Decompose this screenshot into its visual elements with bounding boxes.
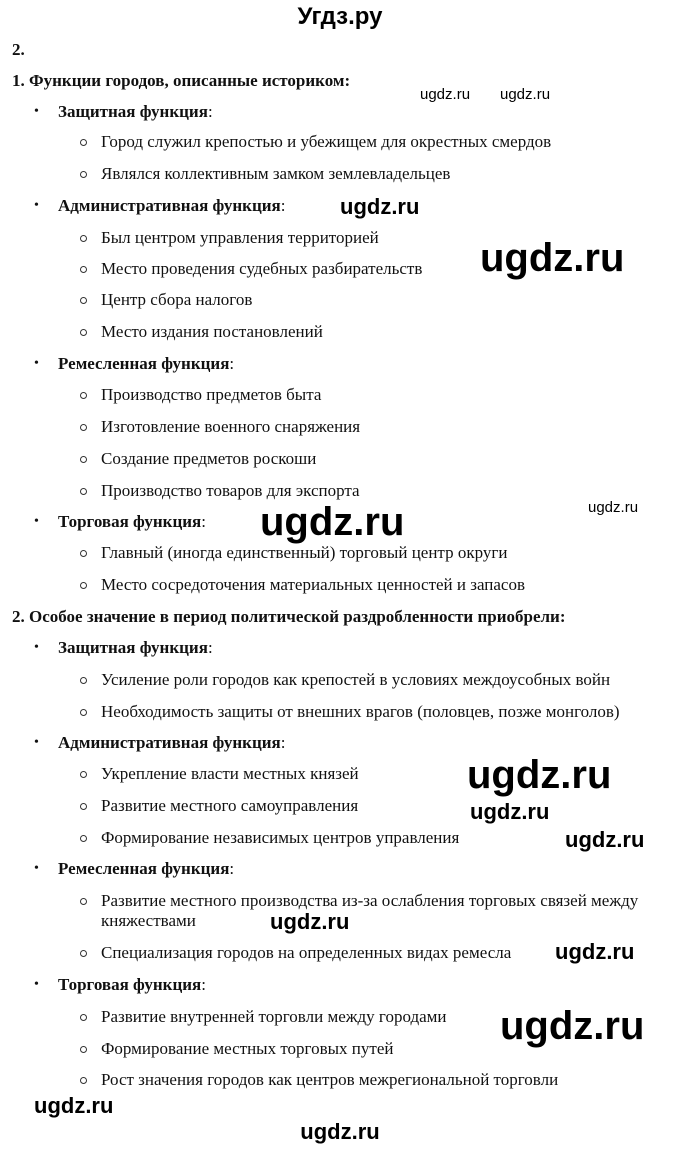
- list-item: Был центром управления территорией: [101, 228, 379, 247]
- list-item-continuation: княжествами: [101, 911, 196, 930]
- group-heading: [58, 196, 285, 216]
- colon: :: [229, 354, 235, 373]
- colon: :: [280, 196, 286, 215]
- circle-bullet-icon: [80, 1014, 87, 1021]
- circle-bullet-icon: [80, 898, 87, 905]
- watermark: ugdz.ru: [340, 194, 420, 219]
- group-label: Торговая функция: [58, 512, 202, 531]
- circle-bullet-icon: [80, 297, 87, 304]
- list-item: Формирование независимых центров управления: [101, 828, 460, 847]
- list-item: Место издания постановлений: [101, 322, 323, 341]
- group-label: Торговая функция: [58, 975, 202, 994]
- circle-bullet-icon: [80, 235, 87, 242]
- group-heading: [58, 102, 213, 122]
- list-item: Создание предметов роскоши: [101, 449, 317, 468]
- group-heading: [58, 354, 234, 374]
- list-item: Рост значения городов как центров межрегиональной торговли: [101, 1070, 559, 1089]
- circle-bullet-icon: [80, 835, 87, 842]
- circle-bullet-icon: [80, 550, 87, 557]
- watermark: ugdz.ru: [467, 753, 612, 797]
- watermark: ugdz.ru: [480, 236, 625, 280]
- list-item: Формирование местных торговых путей: [101, 1039, 394, 1058]
- task-number: 2.: [12, 40, 25, 59]
- colon: :: [207, 102, 213, 121]
- list-item: Развитие внутренней торговли между городами: [101, 1007, 447, 1026]
- list-item: Главный (иногда единственный) торговый центр округи: [101, 543, 508, 562]
- group-heading: [58, 733, 285, 753]
- circle-bullet-icon: [80, 771, 87, 778]
- list-item: Город служил крепостью и убежищем для окрестных смердов: [101, 132, 552, 151]
- watermark: ugdz.ru: [470, 799, 550, 824]
- group-label: Ремесленная функция: [58, 354, 230, 373]
- list-item: Центр сбора налогов: [101, 290, 253, 309]
- circle-bullet-icon: [80, 709, 87, 716]
- circle-bullet-icon: [80, 392, 87, 399]
- group-heading: [58, 512, 206, 532]
- group-label: Ремесленная функция: [58, 859, 230, 878]
- list-item: Необходимость защиты от внешних врагов (половцев, позже монголов): [101, 702, 620, 721]
- section-1-heading: 1. Функции городов, описанные историком:: [12, 71, 351, 90]
- list-item: Развитие местного самоуправления: [101, 796, 359, 815]
- list-item: Усиление роли городов как крепостей в условиях междоусобных войн: [101, 670, 611, 689]
- list-item: Развитие местного производства из-за ослабления торговых связей между: [101, 891, 639, 910]
- watermark: ugdz.ru: [565, 827, 645, 852]
- list-item: Специализация городов на определенных видах ремесла: [101, 943, 512, 962]
- list-item: Место сосредоточения материальных ценностей и запасов: [101, 575, 525, 594]
- list-item: Являлся коллективным замком землевладельцев: [101, 164, 451, 183]
- bullet-icon: •: [34, 356, 39, 371]
- group-heading: [58, 638, 213, 658]
- circle-bullet-icon: [80, 950, 87, 957]
- watermark: ugdz.ru: [555, 939, 635, 964]
- list-item: Производство предметов быта: [101, 385, 322, 404]
- circle-bullet-icon: [80, 266, 87, 273]
- list-item: Укрепление власти местных князей: [101, 764, 359, 783]
- circle-bullet-icon: [80, 171, 87, 178]
- watermark: ugdz.ru: [500, 86, 551, 103]
- colon: :: [201, 975, 206, 994]
- circle-bullet-icon: [80, 139, 87, 146]
- circle-bullet-icon: [80, 582, 87, 589]
- list-item: Производство товаров для экспорта: [101, 481, 360, 500]
- watermark: ugdz.ru: [588, 499, 639, 516]
- bullet-icon: •: [34, 514, 39, 529]
- watermark: ugdz.ru: [34, 1093, 114, 1118]
- section-2-heading: 2. Особое значение в период политической раздробленности приобрели:: [12, 607, 566, 626]
- circle-bullet-icon: [80, 1077, 87, 1084]
- group-label: Административная функция: [58, 733, 281, 752]
- group-heading: [58, 859, 234, 879]
- circle-bullet-icon: [80, 1046, 87, 1053]
- watermark: ugdz.ru: [500, 1004, 645, 1048]
- site-title: Угдз.ру: [297, 3, 383, 30]
- group-heading: [58, 975, 206, 995]
- list-item: Изготовление военного снаряжения: [101, 417, 361, 436]
- circle-bullet-icon: [80, 456, 87, 463]
- bullet-icon: •: [34, 977, 39, 992]
- watermark: ugdz.ru: [420, 86, 471, 103]
- list-item: Место проведения судебных разбирательств: [101, 259, 423, 278]
- bullet-icon: •: [34, 861, 39, 876]
- circle-bullet-icon: [80, 803, 87, 810]
- group-label: Административная функция: [58, 196, 281, 215]
- colon: :: [207, 638, 213, 657]
- colon: :: [280, 733, 286, 752]
- footer-watermark: ugdz.ru: [300, 1119, 380, 1144]
- group-label: Защитная функция: [58, 102, 208, 121]
- watermark: ugdz.ru: [270, 909, 350, 934]
- colon: :: [201, 512, 206, 531]
- bullet-icon: •: [34, 198, 39, 213]
- bullet-icon: •: [34, 735, 39, 750]
- colon: :: [229, 859, 235, 878]
- bullet-icon: •: [34, 104, 39, 119]
- group-label: Защитная функция: [58, 638, 208, 657]
- bullet-icon: •: [34, 640, 39, 655]
- watermark: ugdz.ru: [260, 500, 405, 544]
- circle-bullet-icon: [80, 488, 87, 495]
- circle-bullet-icon: [80, 424, 87, 431]
- circle-bullet-icon: [80, 677, 87, 684]
- circle-bullet-icon: [80, 329, 87, 336]
